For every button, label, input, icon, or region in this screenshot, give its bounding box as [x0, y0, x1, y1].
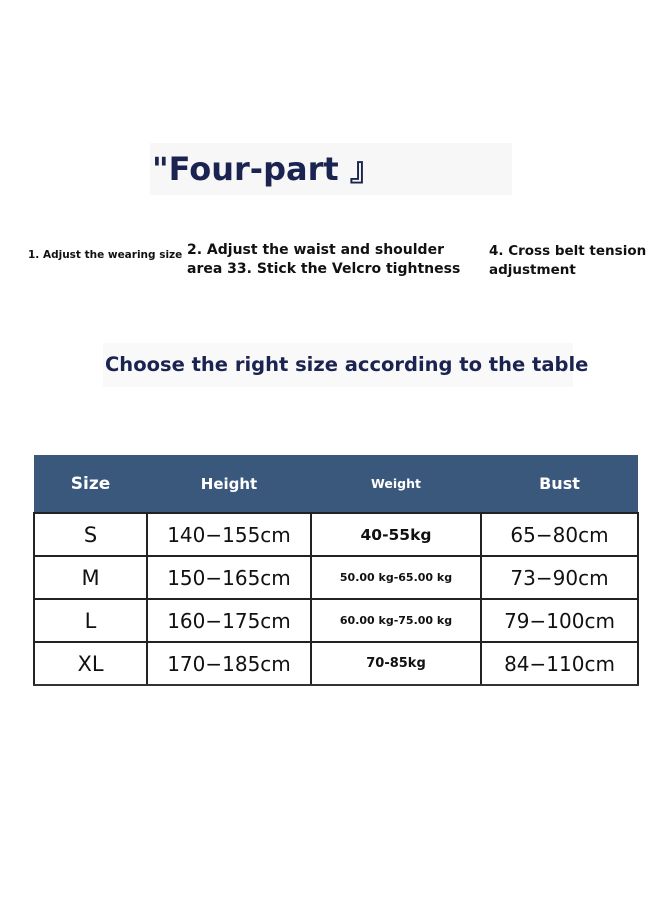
weight-cell: 50.00 kg-65.00 kg: [311, 556, 481, 599]
step-2-line-1: 2. Adjust the waist and shoulder: [187, 242, 444, 258]
weight-cell: 70-85kg: [311, 642, 481, 685]
size-cell: L: [34, 599, 147, 642]
weight-cell: 60.00 kg-75.00 kg: [311, 599, 481, 642]
bust-cell: 84−110cm: [481, 642, 638, 685]
size-guide-subtitle: Choose the right size according to the table: [103, 343, 573, 387]
header-size: Size: [34, 455, 147, 513]
header-bust: Bust: [481, 455, 638, 513]
size-cell: M: [34, 556, 147, 599]
size-cell: S: [34, 513, 147, 556]
bust-cell: 65−80cm: [481, 513, 638, 556]
header-height: Height: [147, 455, 311, 513]
table-header-row: [34, 455, 638, 513]
step-1-text: 1. Adjust the wearing size: [28, 249, 183, 261]
size-cell: XL: [34, 642, 147, 685]
bust-cell: 73−90cm: [481, 556, 638, 599]
step-4-text: [489, 242, 646, 280]
table-row: [34, 513, 638, 556]
weight-cell: 40-55kg: [311, 513, 481, 556]
step-4-line-2: adjustment: [489, 262, 576, 278]
step-2-text: [187, 241, 460, 279]
height-cell: 170−185cm: [147, 642, 311, 685]
height-cell: 160−175cm: [147, 599, 311, 642]
table-row: [34, 642, 638, 685]
height-cell: 150−165cm: [147, 556, 311, 599]
bust-cell: 79−100cm: [481, 599, 638, 642]
step-4-line-1: 4. Cross belt tension: [489, 243, 647, 259]
table-row: [34, 599, 638, 642]
step-2-line-2: area 33. Stick the Velcro tightness: [187, 261, 461, 277]
size-chart-table: [33, 455, 639, 686]
height-cell: 140−155cm: [147, 513, 311, 556]
table-row: [34, 556, 638, 599]
page-title: "Four-part 』: [150, 143, 512, 195]
header-weight: Weight: [311, 455, 481, 513]
